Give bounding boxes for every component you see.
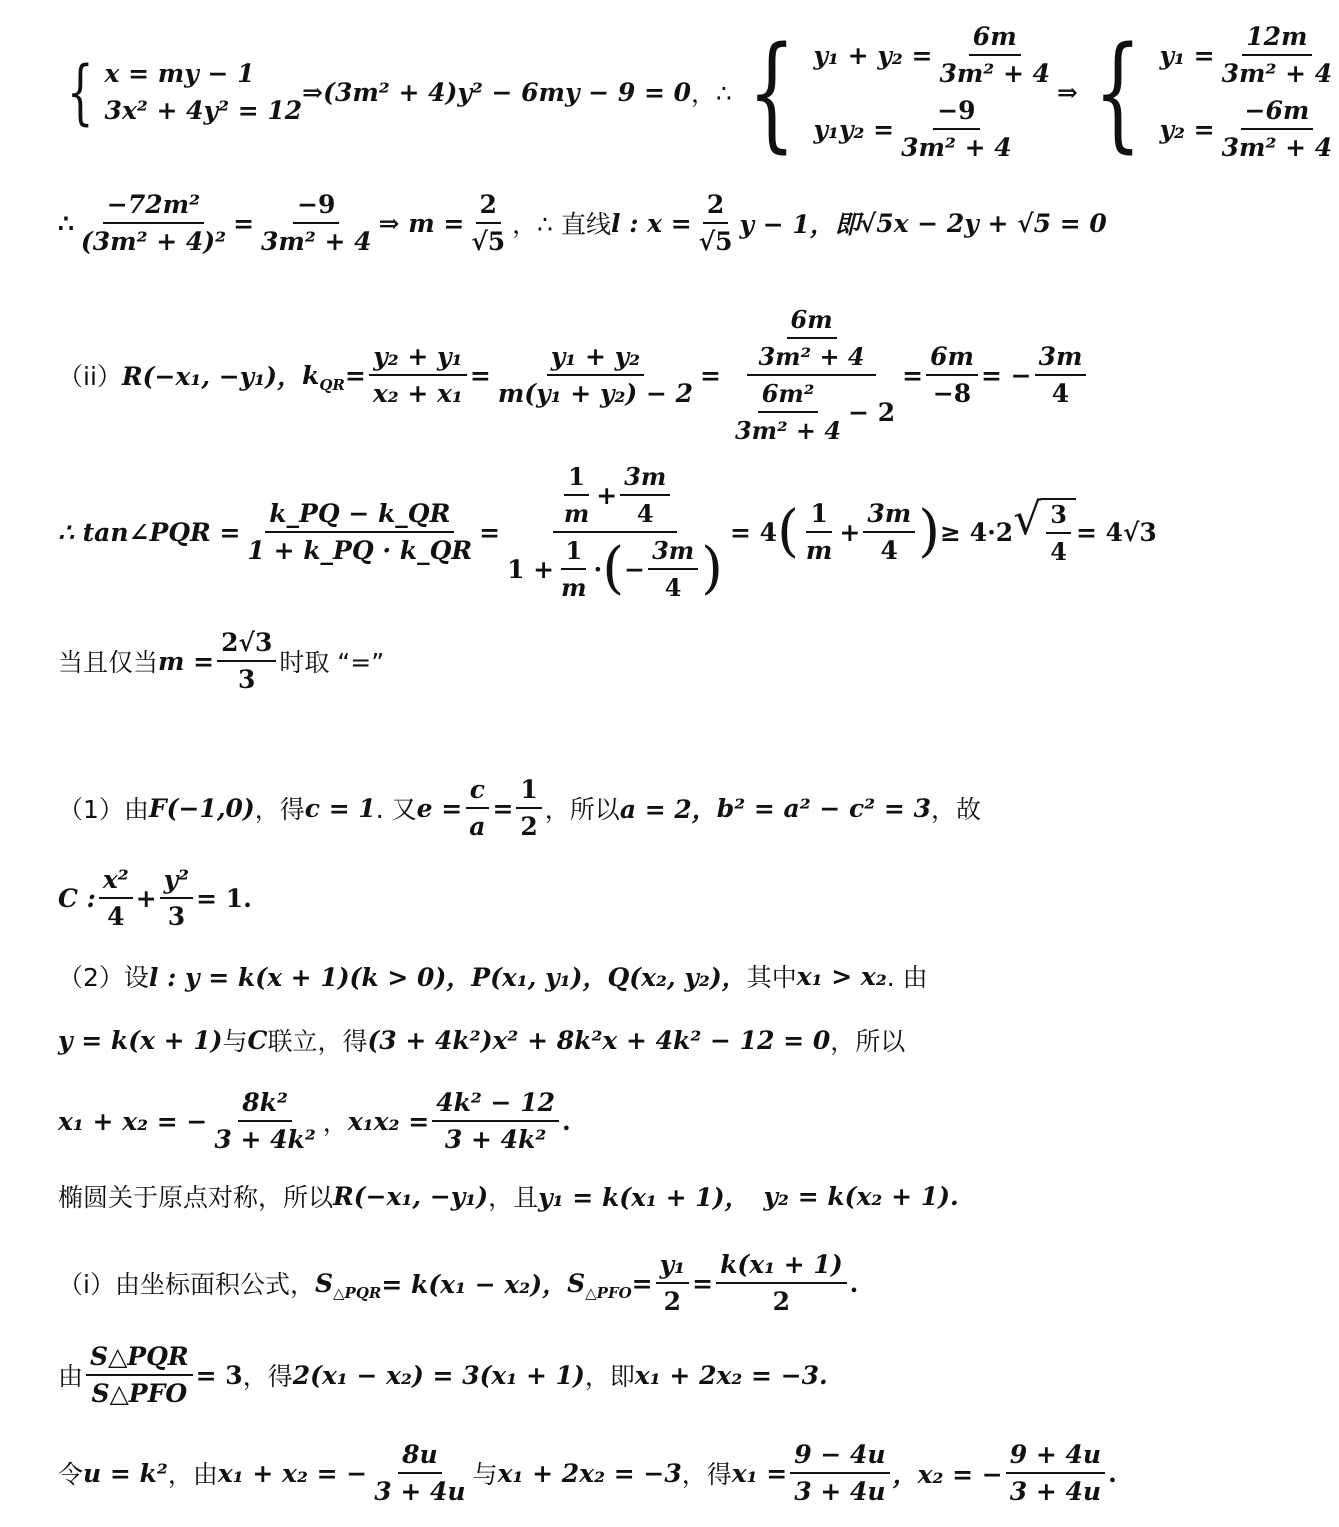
tan-lhs: ∴ tan∠PQR =	[58, 517, 241, 547]
point-r: R(−x₁, −y₁)，	[121, 362, 302, 391]
let-prefix: 令	[58, 1460, 84, 1489]
fraction-kqr-2: $\frac{\text{y₁ + y₂}}{\text{m(y₁ + y₂) − 2}}$	[497, 342, 694, 408]
ratio-result: x₁ + 2x₂ = −3.	[634, 1360, 828, 1390]
s-pqr-rhs: = k(x₁ − x₂)，	[381, 1270, 568, 1299]
u-text-2: 与	[472, 1460, 498, 1489]
part1-text-4: ，故	[930, 795, 981, 824]
line-vieta-x: x₁ + x₂ = − $\frac{\text{8k²}}{\text{3 + 4k²}}$ ， x₁x₂ = $\frac{\text{4k² − 12}}{\text{3 + 4k²}}$ .	[58, 1088, 571, 1154]
x2-equals: ，x₂ = −	[892, 1460, 1003, 1489]
therefore-separator: ，∴	[691, 79, 732, 108]
line-area-formula: （i）由坐标面积公式， $S_{\triangle PQR}$ = k(x₁ − x₂)， $S_{\triangle PFO}$ = $\frac{\text{y₁}}{2}$ = $\frac{\text{k(x₁ + 1)}}{2}$ .	[58, 1250, 859, 1316]
ratio-text-1: ，得	[242, 1362, 293, 1391]
system-row-2: 3x² + 4y² = 12	[104, 96, 303, 125]
line-l-tail: y − 1，即	[739, 210, 860, 239]
x1-equals: x₁ =	[731, 1458, 788, 1488]
inequality: ≥ 4·2	[940, 517, 1014, 547]
fraction-x-product: $\frac{\text{4k² − 12}}{\text{3 + 4k²}}$	[432, 1088, 559, 1154]
fraction-x-sum: $\frac{\text{8k²}}{\text{3 + 4k²}}$	[214, 1088, 316, 1154]
line-eq: y = k(x + 1)	[58, 1025, 223, 1055]
quadratic-equation: (3m² + 4)y² − 6my − 9 = 0	[323, 77, 692, 107]
fraction-tan-2: $\frac{1}{m}$ + $\frac{3m}{4}$ 1 + $\frac{1}{m}$ · ( − $\frac{3m}{4}$ )	[507, 462, 724, 602]
fraction-m-value: $\frac{2}{√5}$	[471, 190, 506, 256]
fraction-72m2: $\frac{\text{−72m²}}{\text{(3m² + 4)²}}$	[80, 190, 227, 256]
part-ii-label: （ii）	[58, 362, 122, 391]
fraction-c-over-a: $\frac{c}{a}$	[465, 775, 489, 841]
equality-suffix: 时取 “=”	[279, 648, 385, 677]
line-symmetry	[58, 1178, 1060, 1214]
equals-sign: =	[233, 208, 255, 238]
part2-text-2: . 由	[886, 963, 928, 992]
part2-i-label: （i）由坐标面积公式，	[58, 1270, 315, 1299]
fraction-kqr-1: $\frac{\text{y₂ + y₁}}{\text{x₂ + x₁}}$	[369, 342, 467, 408]
m-equals-2: m =	[158, 646, 215, 676]
fraction-y2-over-3: $\frac{\text{y²}}{3}$	[160, 865, 193, 931]
k-qr-symbol: $k_{QR}$	[301, 360, 345, 394]
root-1-fraction: $\frac{12m}{\text{3m² + 4}}$	[1221, 22, 1333, 88]
line-equality-condition	[58, 628, 1060, 694]
b-squared: b² = a² − c² = 3	[716, 793, 931, 823]
line-label-text: ，∴ 直线	[512, 210, 612, 239]
vieta-system: { y₁ + y₂ = $\frac{6m}{\text{3m² + 4}}$ y₁y₂ = $\frac{-9}{\text{3m² + 4}}$	[732, 22, 1057, 162]
u-def: u = k²	[83, 1458, 168, 1488]
c-value: c = 1	[304, 793, 376, 823]
implies-symbol-2: ⇒	[1057, 77, 1078, 107]
equality-prefix: 当且仅当	[58, 648, 159, 677]
symmetry-text: 椭圆关于原点对称，所以	[58, 1183, 334, 1212]
part2-label: （2）设	[58, 963, 149, 992]
line-ellipse-equation: C : $\frac{\text{x²}}{4}$ + $\frac{\text{y²}}{3}$ = 1.	[58, 865, 252, 931]
fraction-tan-1: $\frac{k\_PQ - k\_QR}{1 + k\_PQ \cdot k\_QR}$	[247, 499, 473, 565]
therefore-symbol: ∴	[58, 208, 74, 238]
point-p: P(x₁, y₁)，	[471, 963, 608, 992]
part2-and: 与	[222, 1027, 248, 1056]
equals-sign: =	[344, 360, 366, 390]
fraction-y1-over-2: $\frac{\text{y₁}}{2}$	[656, 1250, 689, 1316]
equals-4: = 4	[730, 517, 778, 547]
fraction-x1-u: $\frac{9 - 4u}{3 + 4u}$	[790, 1440, 889, 1506]
part1-text-3: ，所以	[544, 795, 620, 824]
part2-text-1: 其中	[746, 963, 797, 992]
tan-result: = 4√3	[1075, 517, 1157, 547]
part1-text-2: . 又	[375, 795, 417, 824]
ellipse-tail: = 1.	[196, 883, 252, 913]
x-sum-lhs: x₁ + x₂ = −	[58, 1106, 208, 1136]
ratio-equation: 2(x₁ − x₂) = 3(x₁ + 1)	[292, 1360, 585, 1390]
ratio-rhs: = 3	[195, 1360, 243, 1390]
roots-system: { y₁ = $\frac{12m}{\text{3m² + 4}}$ y₂ = $\frac{-6m}{\text{3m² + 4}}$	[1078, 22, 1339, 162]
s-pfo: $S_{\triangle PFO}$	[567, 1268, 632, 1302]
root-1-lhs: y₁ =	[1159, 40, 1215, 70]
x1-2x2-eq: x₁ + 2x₂ = −3	[497, 1458, 682, 1488]
vieta-sum-fraction: $\frac{6m}{\text{3m² + 4}}$	[939, 22, 1050, 88]
fraction-1-over-m: $\frac{1}{m}$	[805, 499, 833, 565]
line-substitution-u: 令 u = k² ，由 x₁ + x₂ = − $\frac{8u}{3 + 4u}$ 与 x₁ + 2x₂ = −3 ，得 x₁ = $\frac{9 - 4u}{3 + 4u}$ ，x₂ = − $\frac{9 + 4u}{3 + 4u}$ .	[58, 1440, 1117, 1506]
fraction-area-ratio: $\frac{\text{S△PQR}}{\text{S△PFO}}$	[86, 1342, 193, 1408]
line-l-final-form: √5x − 2y + √5 = 0	[859, 208, 1107, 238]
system-row-1: x = my − 1	[104, 59, 255, 88]
sqrt-three-quarters: √ $\frac{3}{4}$	[1013, 498, 1076, 566]
y1-expression: y₁ = k(x₁ + 1)，	[538, 1183, 750, 1212]
fraction-k-over-2: $\frac{\text{k(x₁ + 1)}}{2}$	[716, 1250, 847, 1316]
curve-c: C :	[58, 883, 96, 913]
line-part2-combine	[58, 1022, 1060, 1058]
x1-gt-x2: x₁ > x₂	[796, 961, 887, 991]
focus-f: F(−1,0)	[148, 793, 255, 823]
ratio-text-2: ，即	[584, 1362, 635, 1391]
ratio-prefix: 由	[58, 1362, 84, 1391]
line-l-equation: l : x =	[611, 208, 692, 238]
combined-quadratic: (3 + 4k²)x² + 8k²x + 4k² − 12 = 0	[367, 1025, 831, 1055]
line-area-ratio	[58, 1342, 1060, 1408]
line-l-def: l : y = k(x + 1)(k > 0)，	[148, 963, 472, 992]
line-solve-m	[58, 190, 1107, 256]
fraction-x2-u: $\frac{9 + 4u}{3 + 4u}$	[1006, 1440, 1105, 1506]
fraction-line-coef: $\frac{2}{√5}$	[698, 190, 733, 256]
vieta-product-fraction: $\frac{-9}{\text{3m² + 4}}$	[901, 96, 1012, 162]
e-equals: e =	[416, 793, 463, 823]
u-text-1: ，由	[167, 1460, 218, 1489]
fraction-minus9: $\frac{-9}{\text{3m² + 4}}$	[261, 190, 372, 256]
part1-text-1: ，得	[254, 795, 305, 824]
line-system-vieta	[58, 19, 1333, 165]
curve-c-ref: C	[247, 1025, 268, 1055]
point-r-2: R(−x₁, −y₁)	[333, 1181, 489, 1211]
fraction-8u: $\frac{8u}{3 + 4u}$	[374, 1440, 466, 1506]
part2-combine-text: 联立，得	[267, 1027, 368, 1056]
system-equations: { x = my − 1 3x² + 4y² = 12	[66, 51, 303, 133]
root-2-lhs: y₂ =	[1159, 114, 1215, 144]
implies-symbol: ⇒	[302, 77, 324, 107]
part1-label: （1）由	[58, 795, 149, 824]
u-text-3: ，得	[681, 1460, 732, 1489]
x-sum-u: x₁ + x₂ = −	[217, 1458, 368, 1488]
line-tan-pqr: ∴ tan∠PQR = $\frac{k\_PQ - k\_QR}{1 + k\_PQ \cdot k\_QR}$ = $\frac{1}{m}$ + $\frac{3m}{4}$ 1 + $\frac{1}{m}$ · ( − $\frac{3m}{4}$ ) = 4 ( $\frac{1}{m}$ + $\frac{3m}{4}$ ) ≥ 4·2 √ $\frac{3}{4}$ = 4√3	[58, 462, 1157, 602]
root-2-fraction: $\frac{-6m}{\text{3m² + 4}}$	[1221, 96, 1333, 162]
point-q: Q(x₂, y₂)，	[607, 963, 747, 992]
fraction-kqr-5: $\frac{3m}{4}$	[1035, 342, 1087, 408]
y2-expression: y₂ = k(x₂ + 1).	[763, 1181, 959, 1211]
m-equals: ⇒ m =	[378, 208, 465, 238]
line-part1: （1）由 F(−1,0) ，得 c = 1 . 又 e = $\frac{c}{a}$ = $\frac{1}{2}$ ，所以 a = 2， b² = a² − c² = 3 ，故	[58, 775, 981, 841]
fraction-kqr-3: $\frac{6m}{\text{3m² + 4}}$ $\frac{\text{6m²}}{\text{3m² + 4}}$ − 2	[734, 305, 896, 445]
s-pqr: $S_{\triangle PQR}$	[314, 1268, 382, 1302]
fraction-2sqrt3-over-3: $\frac{2√3}{3}$	[217, 628, 276, 694]
part2-so: ，所以	[830, 1027, 906, 1056]
x-product-lhs: x₁x₂ =	[347, 1106, 430, 1136]
fraction-one-half: $\frac{1}{2}$	[516, 775, 541, 841]
vieta-sum-lhs: y₁ + y₂ =	[813, 40, 933, 70]
fraction-3m-over-4: $\frac{3m}{4}$	[863, 499, 915, 565]
vieta-product-lhs: y₁y₂ =	[813, 114, 895, 144]
equals-minus: = −	[980, 360, 1032, 390]
a-value: a = 2，	[619, 795, 717, 824]
fraction-kqr-4: $\frac{6m}{-8}$	[926, 342, 978, 408]
line-k-qr: （ii） R(−x₁, −y₁)， $k_{QR}$ = $\frac{\text{y₂ + y₁}}{\text{x₂ + x₁}}$ = $\frac{\text{y₁ + y₂}}{\text{m(y₁ + y₂) − 2}}$ = $\frac{6m}{\text{3m² + 4}}$ $\frac{\text{6m²}}{\text{3m² + 4}}$ − 2 = $\frac{6m}{-8}$ = − $\frac{3m}{4}$	[58, 305, 1060, 445]
line-part2-setup	[58, 958, 1060, 994]
fraction-x2-over-4: $\frac{\text{x²}}{4}$	[99, 865, 133, 931]
symmetry-and: ，且	[488, 1183, 539, 1212]
